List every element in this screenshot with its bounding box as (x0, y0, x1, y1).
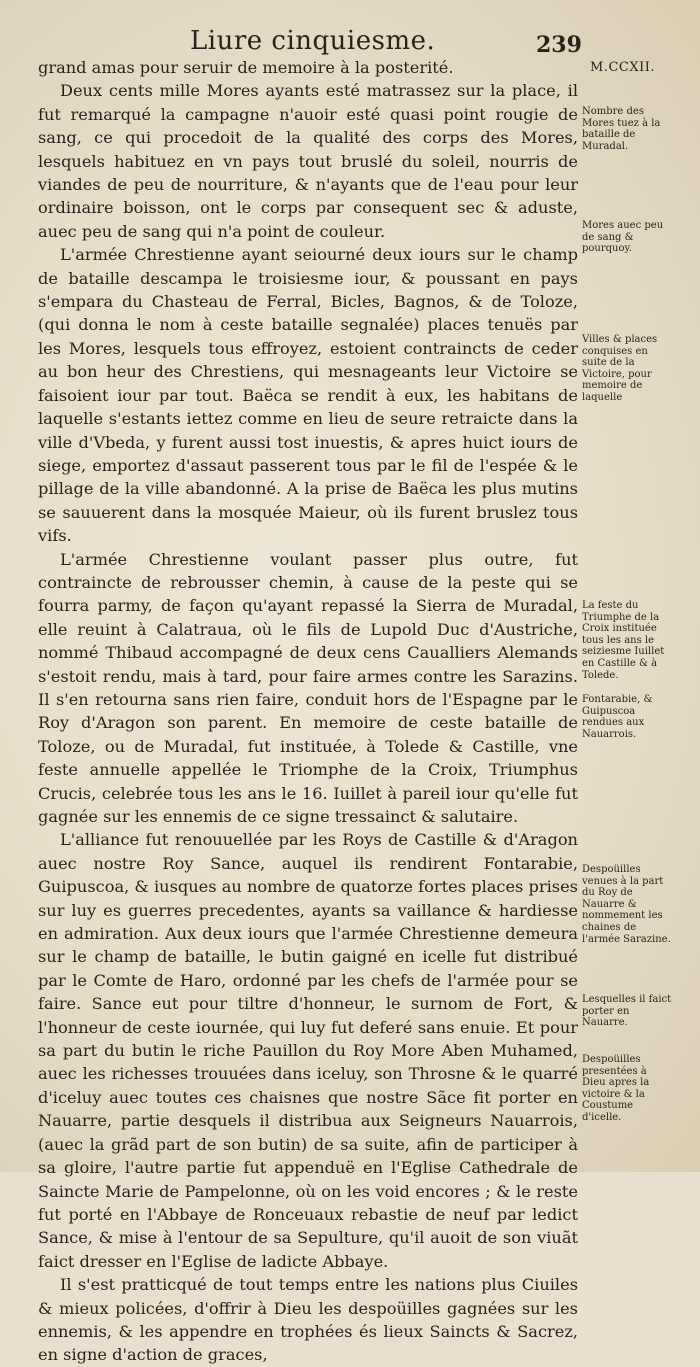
year-margin: M.CCXII. (590, 60, 655, 75)
paragraph: Il s'est pratticqué de tout temps entre les nations plus Ciuiles & mieux policées, d'offrir à Dieu les despoüilles gagnées sur les ennemis, & les appendre en trophées és lieux Saincts & Sacrez, en signe d'action de graces, (38, 1275, 578, 1365)
sidenote: Villes & places conquises en suite de la Victoire, pour memoire de laquelle (582, 334, 658, 403)
running-title: Liure cinquiesme. (190, 26, 436, 56)
page-number: 239 (536, 32, 582, 58)
paragraph: L'alliance fut renouuellée par les Roys de Castille & d'Aragon auec nostre Roy Sance, auquel ils rendirent Fontarabie, Guipuscoa, & iusques au nombre de quatorze fortes places prises sur luy es guerres precedentes, ayants sa vaillance & hardiesse en admiration. Aux deux iours que l'armée Chrestienne demeura sur le champ de bataille, le butin gaigné en icelle fut distribué par le Comte de Haro, ordonné par les chefs de l'armée pour se faire. Sance eut pour tiltre d'honneur, le surnom de Fort, & l'honneur de ceste iournée, qui luy fut deferé sans enuie. Et pour sa part du butin le riche Pauillon du Roy More Aben Muhamed, auec les richesses trouuées dans iceluy, son Throsne & le quarré d'iceluy auec toutes ces chaisnes que nostre Sãce fit porter en Nauarre, partie desquels il distribua aux Seigneurs Nauarrois, (auec la grãd part de son butin) de sa suite, afin de participer à sa gloire, l'autre partie fut appenduë en l'Eglise Cathedrale de Saincte Marie de Pampelonne, où on les void encores ; & le reste fut porté en l'Abbaye de Ronceuaux rebastie de neuf par ledict Sance, & mise à l'entour de sa Sepulture, qu'il auoit de son viuãt faict dresser en l'Eglise de ladicte Abbaye. (38, 830, 578, 1271)
paragraph: L'armée Chrestienne voulant passer plus outre, fut contraincte de rebrousser chemin, à cause de la peste qui se fourra parmy, de façon qu'ayant repassé la Sierra de Muradal, elle reuint à Calatraua, où le fils de Lupold Duc d'Austriche, nommé Thibaud accompagné de deux cens Caualliers Alemands s'estoit rendu, mais à tard, pour faire armes contre les Sarazins. Il s'en retourna sans rien faire, conduit hors de l'Espagne par le Roy d'Aragon son parent. En memoire de ceste bataille de Toloze, ou de Muradal, fut instituée, à Tolede & Castille, vne feste annuelle appellée le Triomphe de la Croix, Triumphus Crucis, celebrée tous les ans le 16. Iuillet à pareil iour qu'elle fut gagnée sur les ennemis de ce signe tressainct & salutaire. (38, 549, 578, 826)
paragraph: L'armée Chrestienne ayant seiourné deux iours sur le champ de bataille descampa le troisiesme iour, & poussant en pays s'empara du Chasteau de Ferral, Bicles, Bagnos, & de Toloze, (qui donna le nom à ceste bataille segnalée) places tenuës par les Mores, lesquels tous effroyez, estoient contraincts de ceder au bon heur des Chrestiens, qui mesnageants leur Victoire se faisoient iour par tout. Baëca se rendit à eux, les habitans de laquelle s'estants iettez comme en lieu de seure retraicte dans la ville d'Vbeda, y furent aussi tost inuestis, & apres huict iours de siege, emportez d'assaut passerent tous par le fil de l'espée & le pillage de la ville abandonné. A la prise de Baëca les plus mutins se sauuerent dans la mosquée Maieur, où ils furent bruslez tous vifs. (38, 245, 578, 546)
sidenote: Mores auec peu de sang & pourquoy. (582, 220, 664, 255)
main-text (38, 56, 578, 1367)
sidenote: Despoüilles venues à la part du Roy de Nauarre & nommement les chaines de l'armée Sarazine. (582, 864, 671, 945)
sidenote: Nombre des Mores tuez à la bataille de Muradal. (582, 106, 661, 152)
sidenote: La feste du Triumphe de la Croix instituée tous les ans le seiziesme Iuillet en Castille & à Tolede. (582, 600, 665, 681)
sidenote: Fontarabie, & Guipuscoa rendues aux Nauarrois. (582, 694, 653, 740)
sidenote: Lesquelles il faict porter en Nauarre. (582, 994, 672, 1029)
paragraph: Deux cents mille Mores ayants esté matrassez sur la place, il fut remarqué la campagne n'auoir esté quasi point rougie de sang, ce qui procedoit de la qualité des corps des Mores, lesquels habituez en vn pays tout bruslé du soleil, nourris de viandes de peu de nourriture, & n'ayants que de l'eau pour leur ordinaire boisson, ont le corps par consequent sec & aduste, auec peu de sang qui n'a point de couleur. (38, 81, 578, 241)
paragraph: grand amas pour seruir de memoire à la posterité. (38, 58, 454, 77)
sidenote: Despoüilles presentées à Dieu apres la victoire & la Coustume d'icelle. (582, 1054, 650, 1123)
